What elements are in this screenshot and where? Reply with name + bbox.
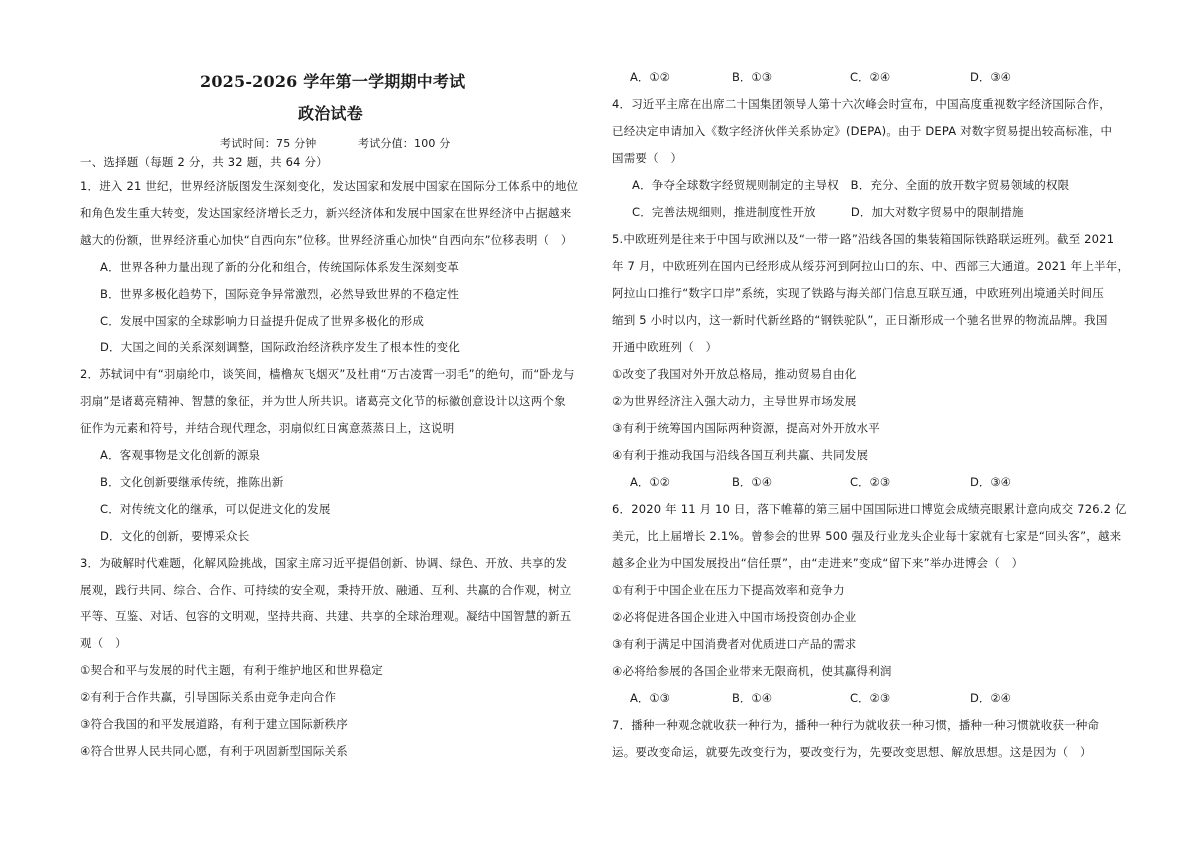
answer-option: A．①②: [630, 475, 670, 489]
question-line: ①改变了我国对外开放总格局，推动贸易自由化: [612, 367, 857, 381]
question-line: 国需要（ ）: [612, 151, 683, 165]
question-line: B．文化创新要继承传统，推陈出新: [100, 474, 284, 489]
question-line: D．大国之间的关系深刻调整，国际政治经济秩序发生了根本性的变化: [100, 340, 461, 355]
question-line: ④有利于推动我国与沿线各国互利共赢、共同发展: [612, 448, 869, 462]
answer-option: D．③④: [970, 475, 1011, 489]
question-line: B．世界多极化趋势下，国际竞争异常激烈，必然导致世界的不稳定性: [100, 286, 460, 301]
question-line: 年 7 月，中欧班列在国内已经形成从绥芬河到阿拉山口的东、中、西部三大通道。2021 年上半年，: [612, 259, 1130, 273]
answer-option: D．③④: [970, 70, 1011, 84]
exam-time: 考试时间：75 分钟: [220, 137, 317, 150]
question-line: 越大的份额，世界经济重心加快“自西向东”位移。世界经济重心加快“自西向东”位移表明（ ）: [80, 232, 573, 247]
question-line: 开通中欧班列（ ）: [612, 340, 718, 354]
question-line: C．完善法规细则，推进制度性开放 D．加大对数字贸易中的限制措施: [632, 205, 1024, 219]
question-line: 羽扇”是诸葛亮精神、智慧的象征，并为世人所共识。诸葛亮文化节的标徽创意设计以这两个象: [80, 394, 566, 409]
section-heading: 一、选择题（每题 2 分，共 32 题，共 64 分）: [80, 155, 328, 169]
answer-option: A．①②: [630, 70, 670, 84]
answer-option: C．②③: [850, 475, 891, 489]
question-line: 1．进入 21 世纪，世界经济版图发生深刻变化，发达国家和发展中国家在国际分工体系中的地位: [80, 179, 579, 193]
answer-option: B．①④: [732, 691, 773, 705]
question-line: ①有利于中国企业在压力下提高效率和竞争力: [612, 583, 845, 597]
question-line: ③有利于满足中国消费者对优质进口产品的需求: [612, 637, 857, 651]
question-line: 7．播种一种观念就收获一种行为，播种一种行为就收获一种习惯，播种一种习惯就收获一种命: [612, 718, 1100, 732]
question-line: 缩到 5 小时以内，这一新时代新丝路的“钢铁驼队”，正日渐形成一个驰名世界的物流品牌。我国: [612, 313, 1108, 327]
question-line: 5.中欧班列是往来于中国与欧洲以及“一带一路”沿线各国的集装箱国际铁路联运班列。截至 2021: [612, 232, 1115, 246]
question-line: 4．习近平主席在出席二十国集团领导人第十六次峰会时宣布，中国高度重视数字经济国际合作，: [612, 97, 1111, 111]
answer-option: A．①③: [630, 691, 670, 705]
answer-option: C．②④: [850, 70, 891, 84]
question-line: ②为世界经济注入强大动力，主导世界市场发展: [612, 394, 857, 408]
question-line: 展观，践行共同、综合、合作、可持续的安全观，秉持开放、融通、互利、共赢的合作观，树立: [80, 582, 572, 597]
question-line: C．对传统文化的继承，可以促进文化的发展: [100, 501, 331, 516]
question-line: 观（ ）: [80, 636, 127, 651]
exam-subtitle: 政治试卷: [298, 104, 363, 123]
question-line: A．客观事物是文化创新的源泉: [100, 448, 261, 462]
question-line: A．争夺全球数字经贸规则制定的主导权 B．充分、全面的放开数字贸易领域的权限: [632, 178, 1070, 192]
question-line: A．世界各种力量出现了新的分化和组合，传统国际体系发生深刻变革: [100, 259, 460, 274]
question-line: 运。要改变命运，就要先改变行为，要改变行为，先要改变思想、解放思想。这是因为（ ）: [612, 745, 1092, 759]
question-line: ④符合世界人民共同心愿，有利于巩固新型国际关系: [80, 743, 348, 758]
question-line: D．文化的创新，要博采众长: [100, 528, 250, 543]
question-line: 已经决定申请加入《数字经济伙伴关系协定》(DEPA)。由于 DEPA 对数字贸易提出较高标准，中: [612, 124, 1113, 138]
question-line: 越多企业为中国发展投出“信任票”，由“走进来”变成“留下来”举办进博会（ ）: [612, 556, 1024, 570]
question-line: 阿拉山口推行“数字口岸”系统，实现了铁路与海关部门信息互联互通，中欧班列出境通关时间压: [612, 286, 1105, 300]
question-line: 3．为破解时代难题，化解风险挑战，国家主席习近平提倡创新、协调、绿色、开放、共享的发: [80, 555, 568, 570]
question-line: 平等、互鉴、对话、包容的文明观，坚持共商、共建、共享的全球治理观。凝结中国智慧的新五: [80, 609, 572, 624]
question-line: ③有利于统筹国内国际两种资源，提高对外开放水平: [612, 421, 880, 435]
question-line: C．发展中国家的全球影响力日益提升促成了世界多极化的形成: [100, 313, 425, 328]
answer-option: B．①④: [732, 475, 773, 489]
question-line: 和角色发生重大转变，发达国家经济增长乏力，新兴经济体和发展中国家在世界经济中占据越来: [80, 205, 572, 220]
exam-score: 考试分值：100 分: [358, 137, 451, 150]
question-line: ②有利于合作共赢，引导国际关系由竞争走向合作: [80, 690, 337, 705]
question-line: 美元，比上届增长 2.1%。曾参会的世界 500 强及行业龙头企业每十家就有七家是“回头客”，越来: [612, 529, 1122, 543]
question-line: ③符合我国的和平发展道路，有利于建立国际新秩序: [80, 717, 348, 731]
question-line: ②必将促进各国企业进入中国市场投资创办企业: [612, 610, 857, 624]
question-line: ④必将给参展的各国企业带来无限商机，使其赢得利润: [612, 664, 892, 678]
answer-option: D．②④: [970, 691, 1011, 705]
answer-option: C．②③: [850, 691, 891, 705]
question-line: ①契合和平与发展的时代主题，有利于维护地区和世界稳定: [80, 663, 384, 678]
answer-option: B．①③: [732, 70, 773, 84]
exam-title: 2025-2026 学年第一学期期中考试: [200, 72, 466, 91]
question-line: 2．苏轼词中有“羽扇纶巾，谈笑间，樯橹灰飞烟灭”及杜甫“万古凌霄一羽毛”的绝句，而“卧龙与: [80, 367, 575, 382]
question-line: 6．2020 年 11 月 10 日，落下帷幕的第三届中国国际进口博览会成绩亮眼累计意向成交 726.2 亿: [612, 502, 1127, 516]
question-line: 征作为元素和符号，并结合现代理念，羽扇似红日寓意蒸蒸日上，这说明: [80, 421, 455, 436]
